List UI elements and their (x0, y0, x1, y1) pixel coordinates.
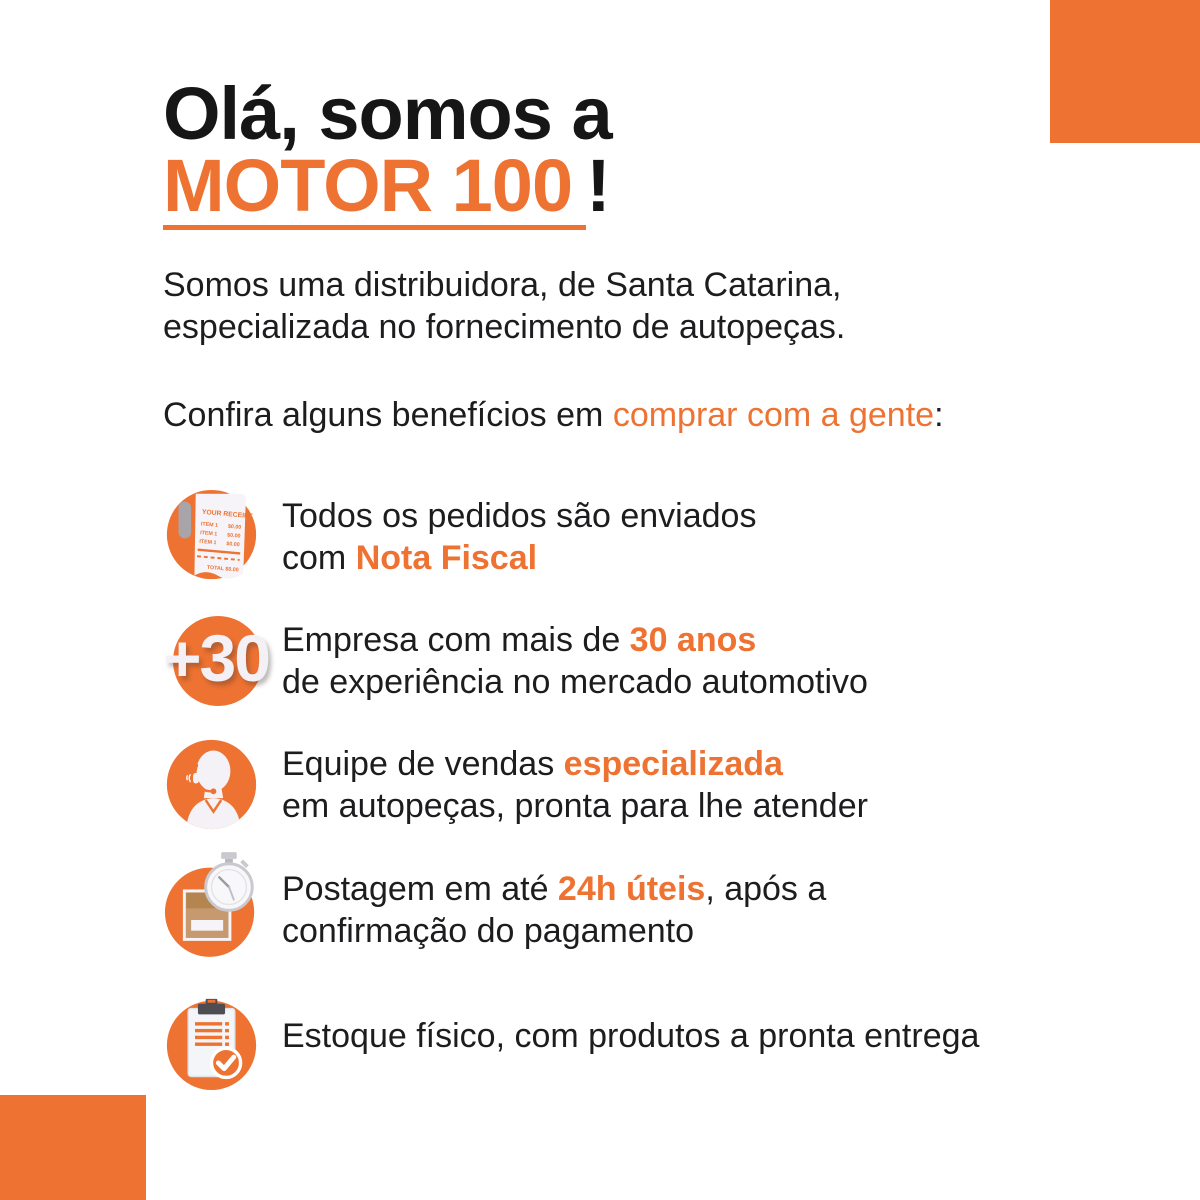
clipboard-check-icon (163, 987, 260, 1084)
list-item (163, 987, 1083, 1084)
brand-name: MOTOR 100 (163, 150, 586, 230)
svg-text:ITEM 1: ITEM 1 (200, 521, 219, 529)
benefit-3-line2: em autopeças, pronta para lhe atender (282, 786, 868, 825)
about-text (163, 264, 1083, 348)
title-exclamation: ! (586, 144, 610, 227)
support-agent-icon (163, 736, 260, 833)
benefit-2-highlight: 30 anos (629, 620, 757, 659)
svg-text:ITEM 1: ITEM 1 (199, 538, 217, 547)
plus-30-badge (163, 612, 269, 709)
benefits-intro-prefix: Confira alguns benefícios em (163, 396, 613, 434)
title-greeting: Olá, somos a (163, 72, 612, 155)
support-agent-icon-svg (163, 736, 260, 833)
benefit-text (282, 868, 826, 952)
benefit-text (282, 1015, 979, 1057)
svg-text:ITEM 1: ITEM 1 (199, 530, 218, 538)
clipboard-check-icon-svg (163, 987, 260, 1099)
benefit-1-highlight: Nota Fiscal (355, 538, 538, 577)
benefit-text (282, 619, 868, 703)
svg-text:$0.00: $0.00 (226, 532, 241, 540)
benefit-3-line1: Equipe de vendas (282, 744, 564, 783)
page-title (163, 72, 1083, 230)
benefit-text (282, 495, 756, 579)
benefits-list (163, 488, 1083, 1084)
list-item (163, 736, 1083, 833)
benefits-intro (163, 394, 1083, 436)
list-item (163, 612, 1083, 709)
benefits-intro-highlight: comprar com a gente (612, 396, 935, 434)
list-item (163, 860, 1083, 960)
about-line1: Somos uma distribuidora, de Santa Catarina, (163, 266, 842, 304)
benefit-1-line1: Todos os pedidos são enviados (282, 496, 757, 535)
benefit-3-highlight: especializada (563, 744, 783, 783)
svg-text:$0.00: $0.00 (226, 541, 240, 549)
svg-text:TOTAL $0.00: TOTAL $0.00 (206, 564, 239, 574)
corner-accent-bottom-left (0, 1095, 146, 1200)
benefit-5-line1: Estoque físico, com produtos a pronta entrega (282, 1016, 980, 1055)
benefit-4-line1: Postagem em até (282, 870, 558, 908)
benefit-4-line2: confirmação do pagamento (282, 912, 695, 950)
poster-content (163, 72, 1083, 1111)
shipping-time-icon-svg (163, 848, 260, 960)
svg-text:YOUR RECEIPT: YOUR RECEIPT (201, 508, 253, 521)
about-line2: especializada no fornecimento de autopeças. (163, 308, 846, 346)
receipt-icon-svg (163, 488, 260, 585)
receipt-icon (163, 488, 260, 585)
benefit-2-line1: Empresa com mais de (282, 620, 630, 659)
benefit-text (282, 743, 868, 827)
list-item (163, 488, 1083, 585)
benefit-4-line1-tail: , após a (705, 870, 827, 908)
plus-30-label: +30 (163, 621, 269, 695)
svg-text:$0.00: $0.00 (227, 523, 242, 531)
benefit-4-highlight: 24h úteis (557, 870, 706, 908)
shipping-time-icon (163, 848, 260, 960)
benefits-intro-colon: : (934, 396, 944, 434)
benefit-2-line2: de experiência no mercado automotivo (282, 662, 868, 701)
benefit-1-line2: com (282, 538, 356, 577)
